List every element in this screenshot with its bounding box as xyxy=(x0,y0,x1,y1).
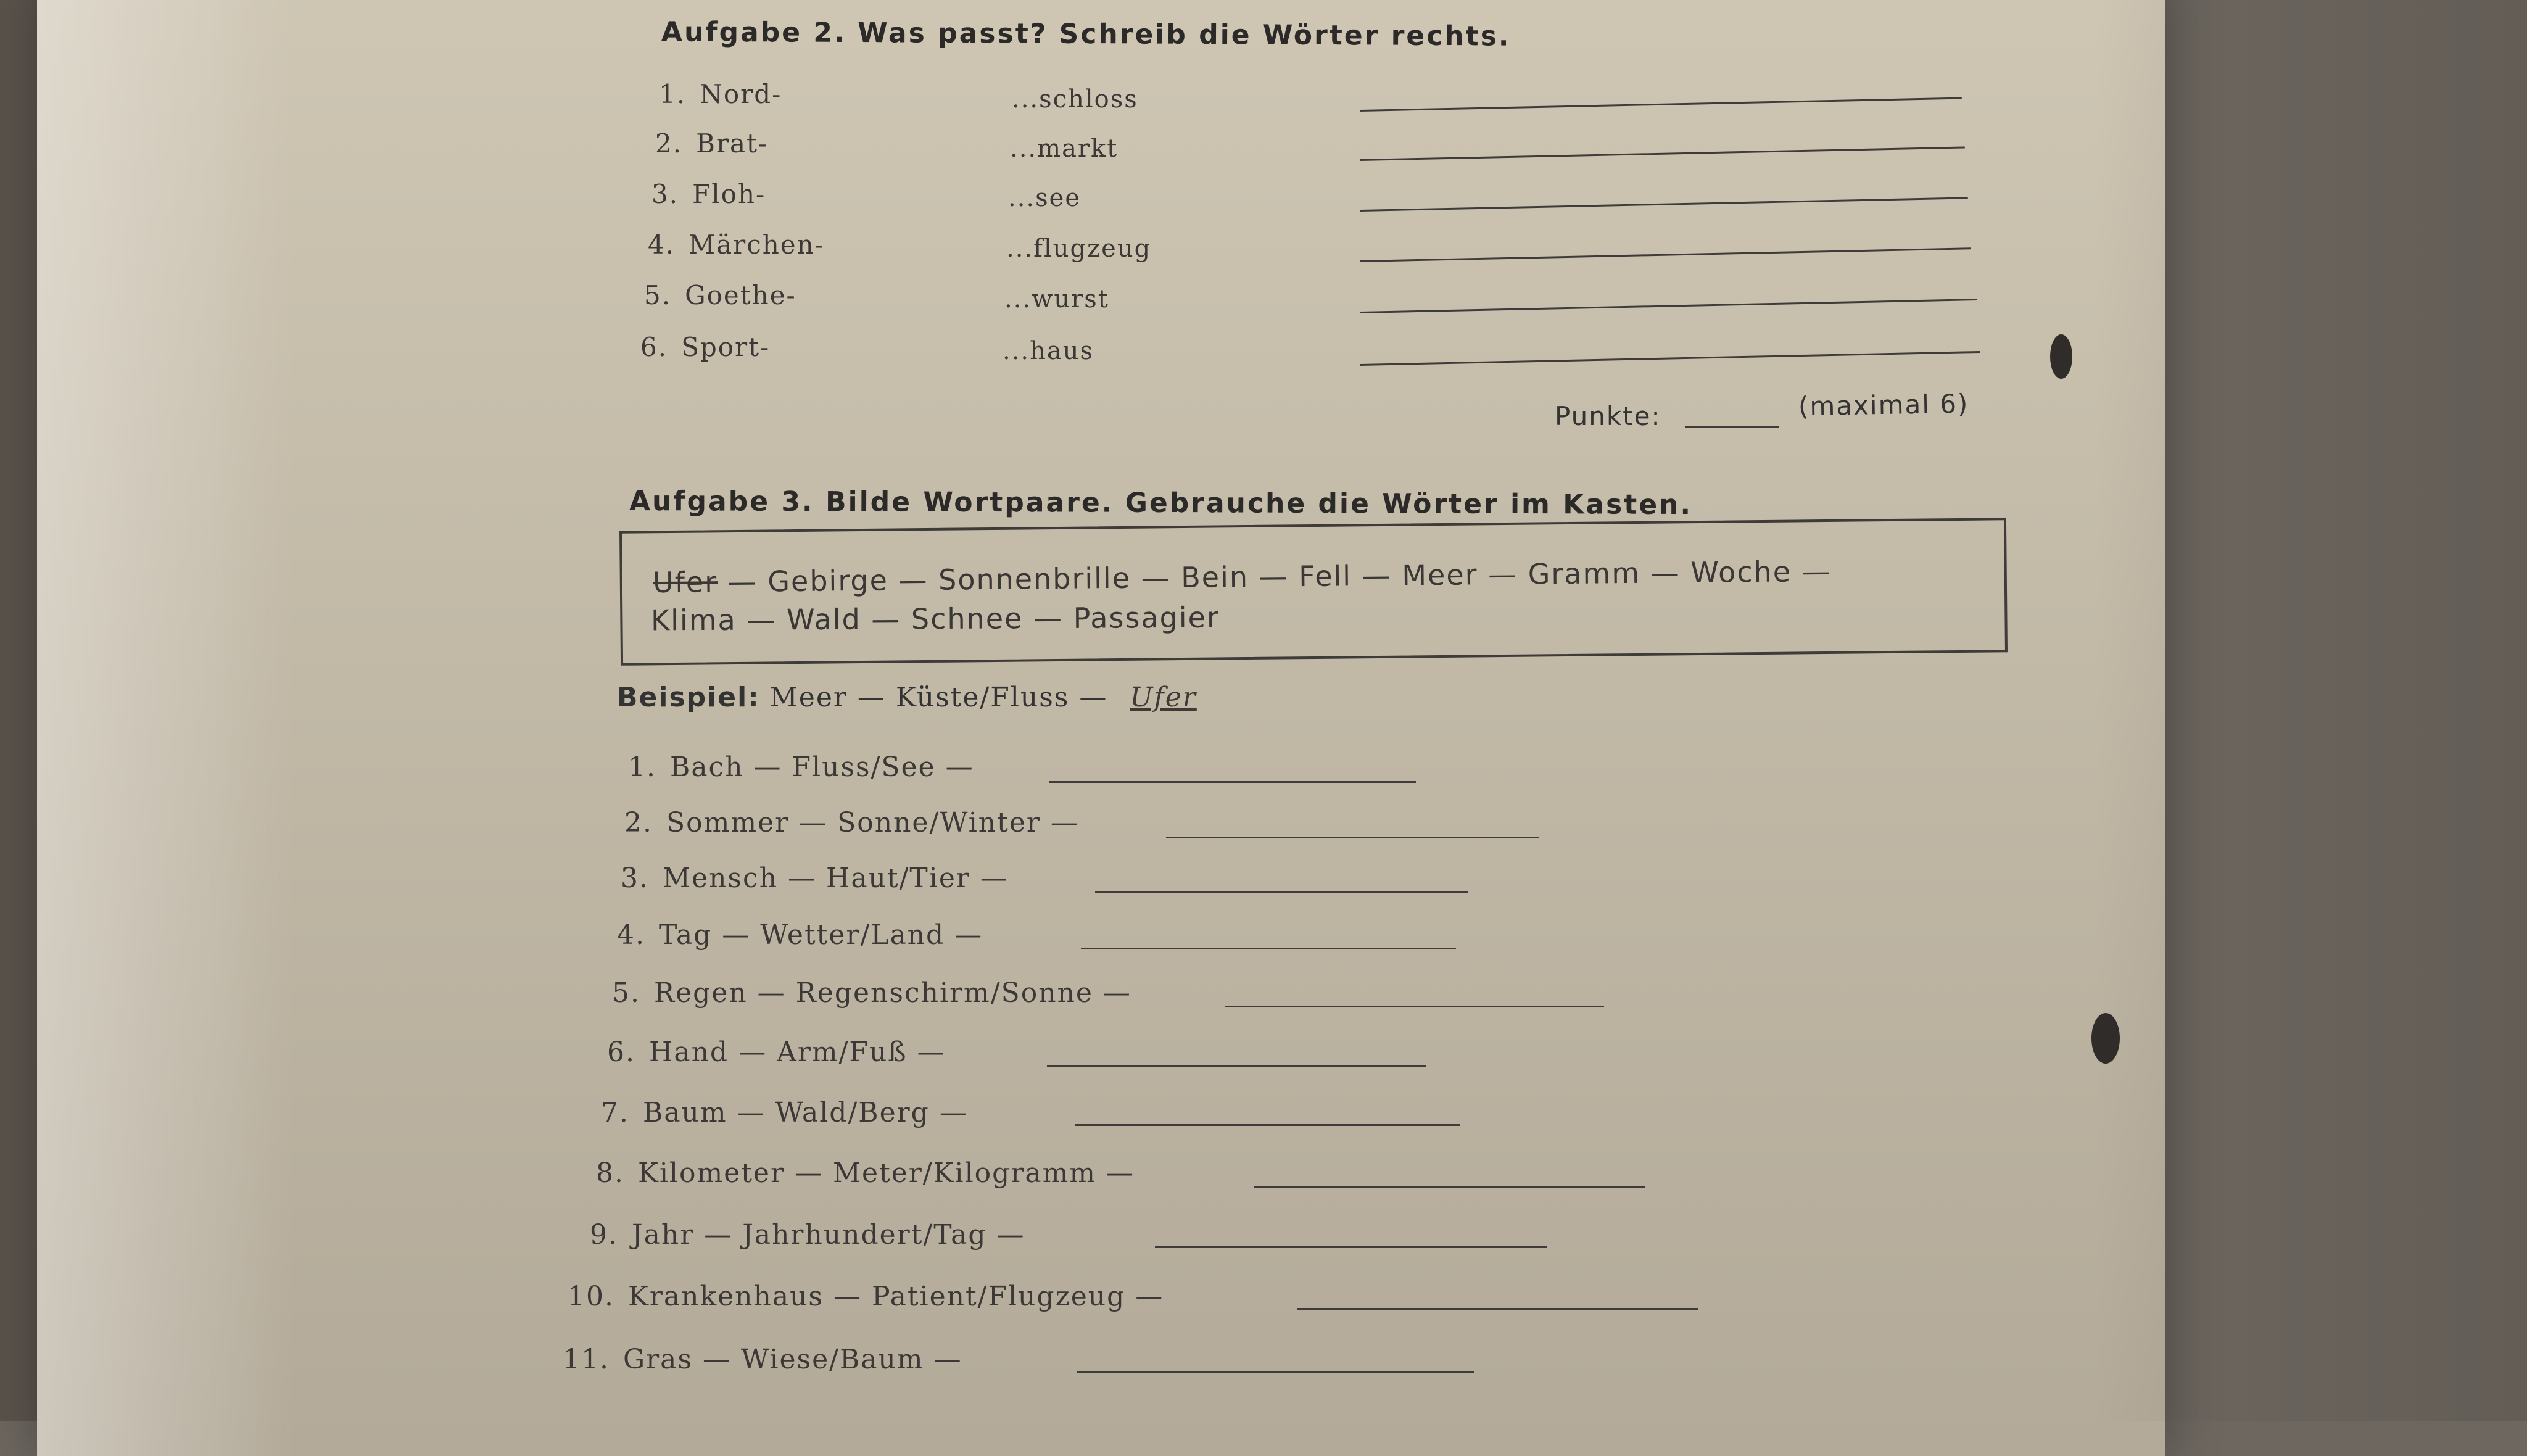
box-word: Bein xyxy=(1180,560,1249,594)
box-word: Passagier xyxy=(1073,600,1220,635)
task2-suffix-1: ...schloss xyxy=(1012,85,1138,114)
separator: — xyxy=(1801,554,1832,589)
task3-item-number: 7. xyxy=(601,1097,629,1128)
task3-item-3 xyxy=(621,862,1009,894)
task3-answer-line-10[interactable] xyxy=(1297,1308,1698,1310)
page-shadow xyxy=(2095,0,2527,1421)
task3-answer-line-1[interactable] xyxy=(1049,781,1416,783)
task3-item-number: 6. xyxy=(607,1036,635,1068)
task2-item-prefix: Märchen- xyxy=(689,230,825,260)
word-box-line-2 xyxy=(651,601,1220,637)
task3-answer-line-2[interactable] xyxy=(1166,837,1539,838)
task2-item-number: 2. xyxy=(655,128,683,159)
task3-item-6 xyxy=(607,1036,946,1068)
task3-item-1 xyxy=(628,751,974,783)
task3-item-number: 1. xyxy=(628,751,656,783)
box-word: Klima xyxy=(650,603,737,637)
task3-item-5 xyxy=(612,977,1131,1009)
task3-answer-line-8[interactable] xyxy=(1254,1186,1645,1188)
task2-item-prefix: Sport- xyxy=(681,332,771,362)
task2-item-5 xyxy=(644,280,796,310)
task3-item-7 xyxy=(601,1097,968,1128)
task2-item-number: 1. xyxy=(659,79,687,109)
task2-item-prefix: Floh- xyxy=(692,179,766,209)
task3-answer-line-11[interactable] xyxy=(1077,1371,1474,1373)
task3-item-text: Gras — Wiese/Baum — xyxy=(622,1344,962,1375)
task2-item-4 xyxy=(648,230,825,260)
separator: — xyxy=(871,602,901,636)
separator: — xyxy=(727,565,758,599)
task2-item-prefix: Goethe- xyxy=(685,280,796,310)
box-word: Gramm xyxy=(1528,556,1641,591)
task3-item-number: 5. xyxy=(612,977,640,1009)
task2-item-prefix: Nord- xyxy=(700,79,782,109)
task3-item-text: Hand — Arm/Fuß — xyxy=(648,1036,946,1068)
separator: — xyxy=(1259,560,1289,594)
task2-item-number: 4. xyxy=(648,230,676,260)
box-word: Meer xyxy=(1402,558,1478,592)
task2-item-number: 6. xyxy=(640,332,668,362)
punch-hole xyxy=(2091,1013,2120,1064)
task2-suffix-3: ...see xyxy=(1008,184,1082,212)
task3-item-text: Tag — Wetter/Land — xyxy=(658,919,983,951)
task3-item-number: 10. xyxy=(568,1281,614,1312)
task3-item-text: Baum — Wald/Berg — xyxy=(642,1097,968,1128)
box-word: Schnee xyxy=(911,602,1024,636)
separator: — xyxy=(898,563,928,597)
separator: — xyxy=(1141,561,1171,595)
task2-item-number: 5. xyxy=(644,280,672,310)
task2-item-2 xyxy=(655,128,768,159)
task3-item-text: Bach — Fluss/See — xyxy=(669,751,974,783)
example-label: Beispiel: xyxy=(617,682,760,713)
task3-item-number: 9. xyxy=(590,1219,618,1251)
separator: — xyxy=(1650,556,1681,590)
task2-item-6 xyxy=(640,332,770,362)
box-word: Sonnenbrille xyxy=(938,561,1131,597)
task3-item-11 xyxy=(563,1344,962,1375)
worksheet-page xyxy=(37,0,2165,1456)
punch-hole xyxy=(2050,334,2072,379)
task3-item-10 xyxy=(568,1281,1164,1312)
task3-answer-line-6[interactable] xyxy=(1047,1065,1426,1067)
task2-item-prefix: Brat- xyxy=(696,128,769,159)
task3-item-text: Krankenhaus — Patient/Flugzeug — xyxy=(627,1281,1164,1312)
task3-item-number: 8. xyxy=(596,1157,624,1189)
task2-points-max: (maximal 6) xyxy=(1798,388,1969,422)
task3-item-9 xyxy=(590,1219,1025,1251)
task2-suffix-4: ...flugzeug xyxy=(1006,234,1152,263)
task3-item-text: Regen — Regenschirm/Sonne — xyxy=(653,977,1131,1009)
task2-points-label: Punkte: xyxy=(1555,401,1661,431)
task2-suffix-6: ...haus xyxy=(1003,337,1094,365)
task3-example xyxy=(617,682,1197,713)
task3-answer-line-4[interactable] xyxy=(1081,948,1456,949)
separator: — xyxy=(1362,558,1392,593)
task3-item-number: 3. xyxy=(621,862,649,894)
task3-item-number: 11. xyxy=(563,1344,610,1375)
task3-heading: Aufgabe 3. Bilde Wortpaare. Gebrauche die Wörter im Kasten. xyxy=(629,485,1693,521)
task3-item-text: Kilometer — Meter/Kilogramm — xyxy=(637,1157,1135,1189)
task2-item-3 xyxy=(651,179,766,209)
task2-item-1 xyxy=(659,79,782,109)
task2-points-blank[interactable] xyxy=(1685,426,1779,428)
task3-item-text: Sommer — Sonne/Winter — xyxy=(666,807,1079,838)
task2-heading: Aufgabe 2. Was passt? Schreib die Wörter rechts. xyxy=(661,16,1511,52)
box-word: Fell xyxy=(1299,559,1352,594)
separator: — xyxy=(747,603,777,637)
task3-item-number: 2. xyxy=(624,807,653,838)
example-answer: Ufer xyxy=(1130,682,1197,713)
example-text: Meer — Küste/Fluss — xyxy=(769,682,1108,713)
task3-item-text: Jahr — Jahrhundert/Tag — xyxy=(631,1219,1025,1251)
task2-suffix-5: ...wurst xyxy=(1004,285,1109,313)
box-word: Woche xyxy=(1690,555,1792,590)
task3-answer-line-9[interactable] xyxy=(1155,1246,1547,1248)
task2-item-number: 3. xyxy=(651,179,679,209)
task3-item-text: Mensch — Haut/Tier — xyxy=(662,862,1009,894)
separator: — xyxy=(1487,557,1518,592)
task3-item-number: 4. xyxy=(617,919,645,951)
task3-answer-line-7[interactable] xyxy=(1075,1124,1460,1126)
task3-answer-line-5[interactable] xyxy=(1225,1006,1604,1007)
task2-suffix-2: ...markt xyxy=(1010,134,1119,163)
task3-item-8 xyxy=(596,1157,1135,1189)
separator: — xyxy=(1033,601,1064,635)
box-word-crossed: Ufer xyxy=(652,565,718,600)
box-word: Wald xyxy=(786,602,861,637)
task3-answer-line-3[interactable] xyxy=(1095,891,1468,893)
box-word: Gebirge xyxy=(767,563,889,598)
task3-item-4 xyxy=(617,919,983,951)
task3-item-2 xyxy=(624,807,1079,838)
